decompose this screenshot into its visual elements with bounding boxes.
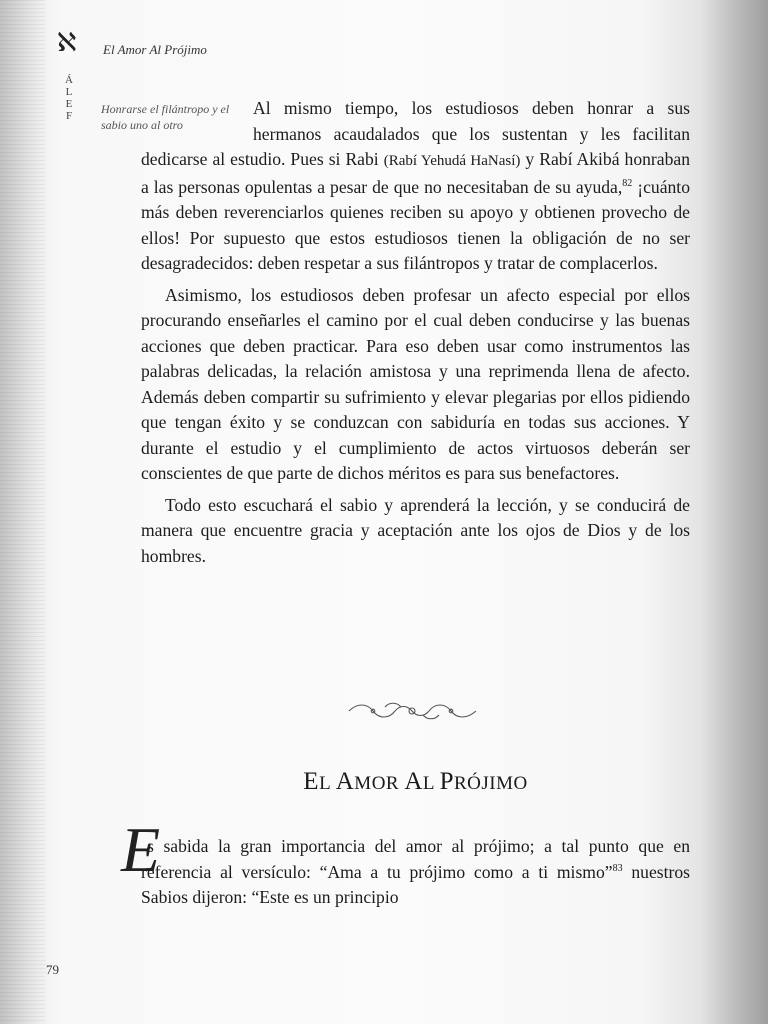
title-cap: E: [303, 768, 320, 795]
title-small: L: [422, 773, 440, 794]
body-text: [141, 96, 690, 575]
paragraph-3: Todo esto escuchará el sabio y aprenderá la lección, y se conducirá de manera que encuentre gracia y aceptación ante los ojos de Dios y de los hombres.: [141, 494, 690, 566]
paragraph-1: [141, 96, 690, 277]
section-text-a: s sabida la gran importancia del amor al prójimo; a tal punto que en referencia al versículo: “Ama a tu prójimo como a ti mismo”: [141, 836, 690, 882]
title-small: L: [319, 773, 336, 794]
side-label-letter: L: [65, 86, 73, 98]
side-label-alef: [63, 74, 75, 122]
binding-gutter: [0, 0, 46, 1024]
paragraph-1-text-c: ¡cuánto más deben reverenciarlos quienes reciben su apoyo y obtienen provecho de ellos! Por supuesto que estos estudiosos tienen la obligación de no ser desagradecidos: deben respetar a sus filántropos y tratar de complacerlos.: [141, 176, 690, 273]
title-small: MOR: [354, 773, 405, 794]
margin-note: Honrarse el filántropo y el sabio uno al otro: [101, 102, 230, 132]
ornament-divider-icon: [345, 698, 480, 724]
side-label-letter: Á: [65, 74, 73, 86]
running-head: El Amor Al Prójimo: [103, 42, 207, 57]
aleph-icon: ℵ: [57, 28, 77, 58]
section-paragraph: [141, 834, 690, 911]
side-label-letter: F: [65, 110, 73, 122]
drop-cap: E: [121, 814, 161, 885]
section-text-b: nuestros Sabios dijeron: “Este es un principio: [141, 861, 690, 907]
footnote-ref-83[interactable]: 83: [612, 862, 623, 874]
section-title: [141, 768, 690, 796]
title-small: RÓJIMO: [453, 773, 528, 794]
footnote-ref-82[interactable]: 82: [622, 177, 633, 189]
title-cap: A: [404, 768, 423, 795]
title-cap: P: [439, 768, 454, 795]
paragraph-1-text-a: Al mismo tiempo, los estudiosos deben honrar a sus hermanos acaudalados que los sustentan y les facilitan dedicarse al estudio. Pues si Rabi: [141, 98, 690, 169]
paragraph-2: Asimismo, los estudiosos deben profesar un afecto especial por ellos procurando enseñarles el camino por el cual deben conducirse y las buenas acciones que deben practicar. Para eso deben usar como instrumentos las palabras delicadas, la relación amistosa y una reprimenda llena de afecto. Además deben compartir su sufrimiento y elevar plegarias por ellos pidiendo que tengan éxito y se conduzcan con sabiduría en todas sus acciones. Y durante el estudio y el cumplimiento de actos virtuosos deberán ser conscientes de que parte de dichos méritos es para sus benefactores.: [141, 284, 690, 483]
title-cap: A: [335, 768, 355, 795]
side-label-letter: E: [65, 98, 73, 110]
page-number: 79: [46, 962, 59, 977]
section-body: [141, 834, 690, 911]
paragraph-1-text-b: y Rabí Akibá honraban a las personas opulentas a pesar de que no necesitaban de su ayuda,: [141, 149, 690, 197]
paragraph-1-rabbi-note: (Rabí Yehudá HaNasí): [383, 153, 521, 169]
